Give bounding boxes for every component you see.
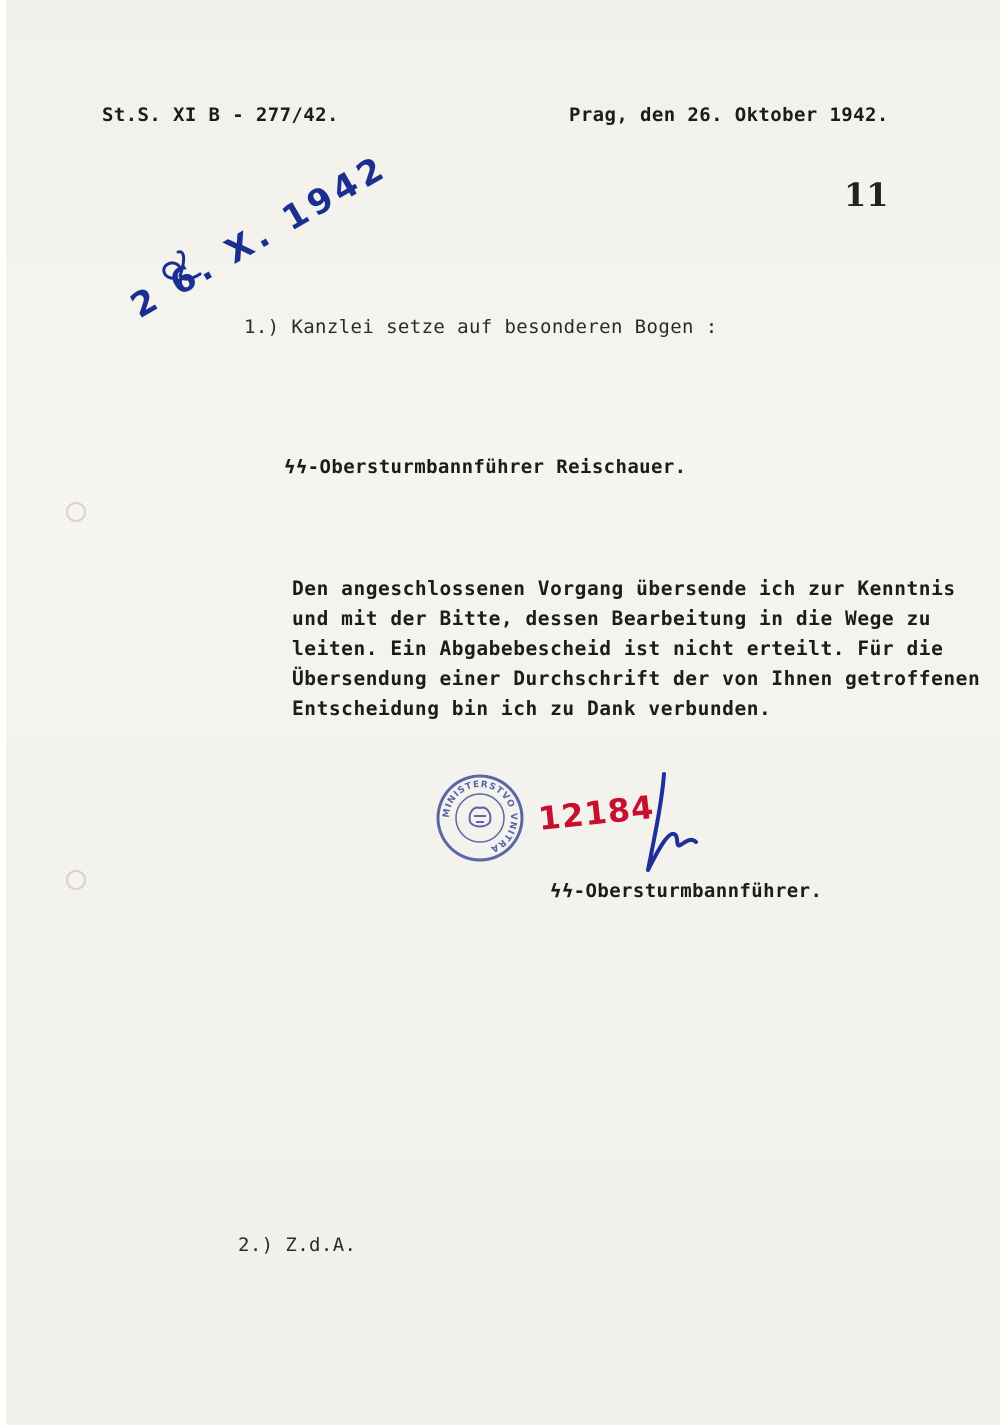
date-received-stamp: 2 6. X. 1942 [124,147,395,327]
signature-title: ϟϟ-Obersturmbannführer. [550,880,823,902]
svg-text:MINISTERSTVO VNITRA: MINISTERSTVO VNITRA [441,779,519,855]
body-line: leiten. Ein Abgabebescheid ist nicht erteilt. Für die [292,637,944,660]
place-date: Prag, den 26. Oktober 1942. [569,104,889,126]
punch-hole-icon [64,500,88,524]
letter-body [292,574,980,724]
item-2-instruction: 2.) Z.d.A. [238,1234,357,1256]
body-line: Übersendung einer Durchschrift der von Ihnen getroffenen [292,667,981,690]
body-line: Entscheidung bin ich zu Dank verbunden. [292,697,772,720]
punch-hole-icon [64,868,88,892]
document-page [6,0,1000,1425]
recipient-line: ϟϟ-Obersturmbannführer Reischauer. [284,456,687,478]
red-number-stamp: 12184 [536,788,656,838]
folio-number: 11 [844,176,889,214]
reference-number: St.S. XI B - 277/42. [102,104,339,126]
item-1-instruction: 1.) Kanzlei setze auf besonderen Bogen : [244,316,718,338]
ministry-seal-icon [434,772,526,864]
body-line: und mit der Bitte, dessen Bearbeitung in die Wege zu [292,607,932,630]
body-line: Den angeschlossenen Vorgang übersende ich zur Kenntnis [292,577,956,600]
handwritten-signature-icon [634,770,714,880]
